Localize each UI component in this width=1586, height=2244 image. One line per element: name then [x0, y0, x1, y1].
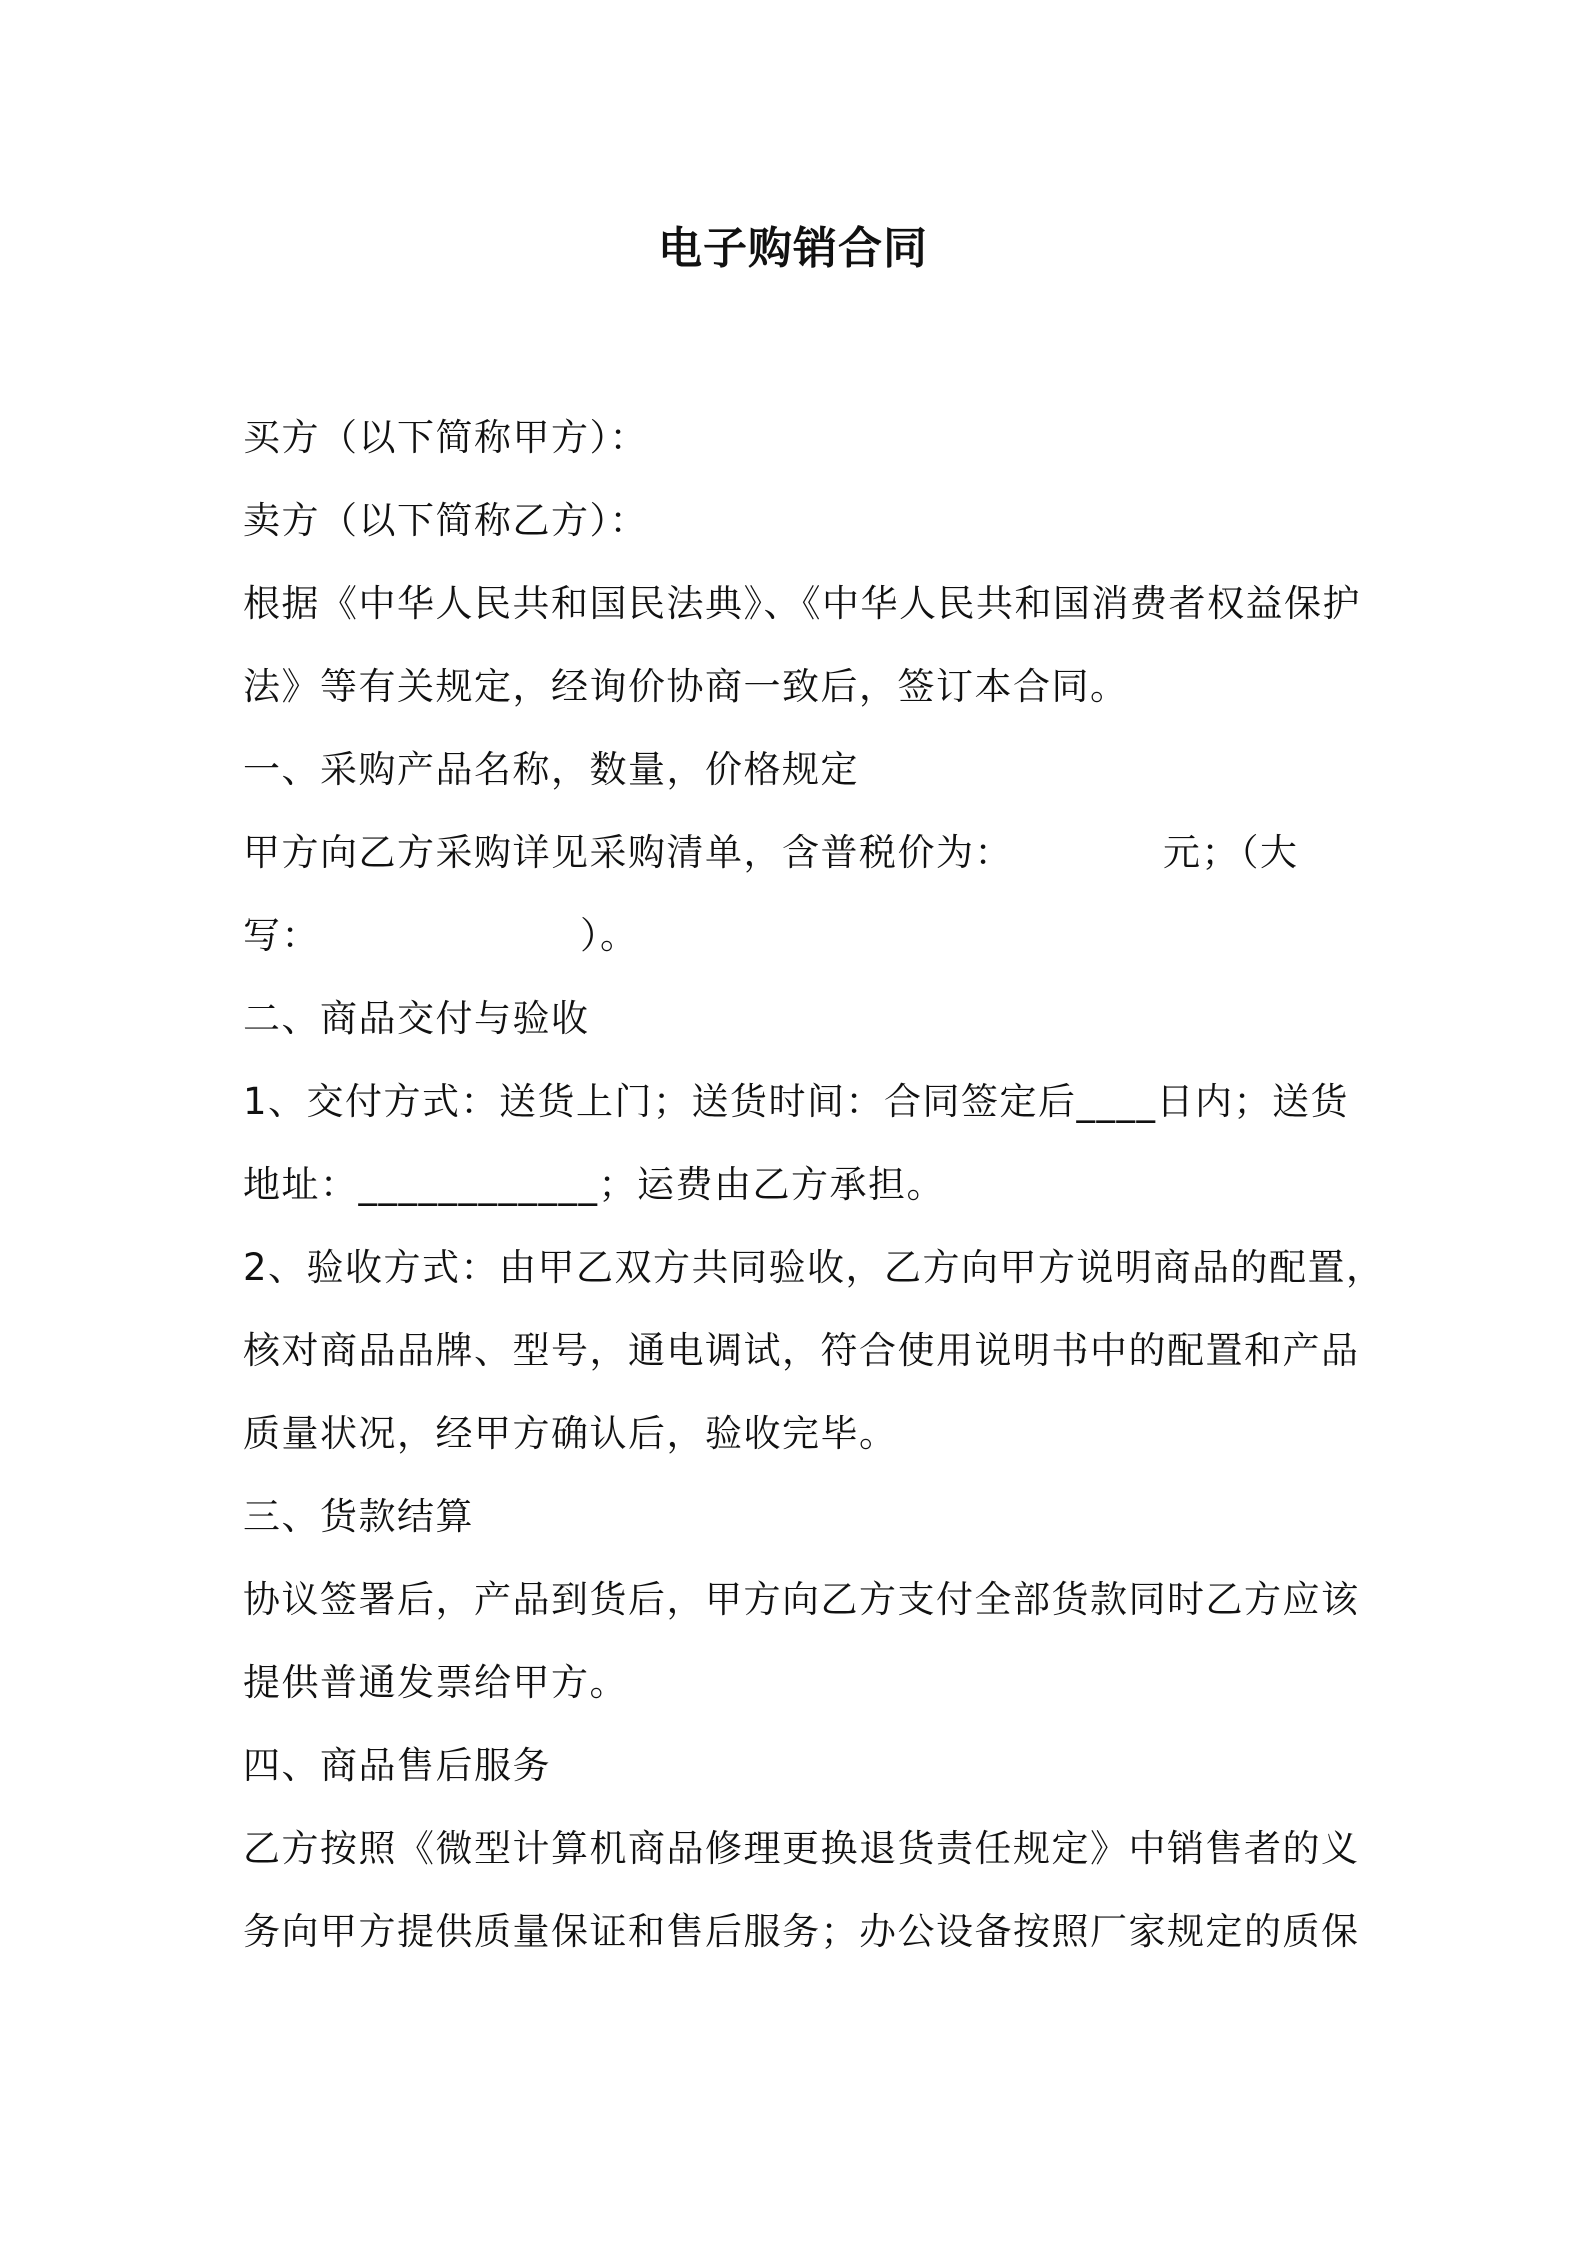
- capital-close: ）。: [580, 914, 639, 957]
- payment-line-2: 提供普通发票给甲方。: [243, 1661, 628, 1704]
- service-line-1: 乙方按照《微型计算机商品修理更换退货责任规定》中销售者的义: [243, 1827, 1360, 1870]
- price-line: [243, 823, 1363, 883]
- payment-line-1: 协议签署后，产品到货后，甲方向乙方支付全部货款同时乙方应该: [243, 1578, 1360, 1621]
- buyer-line: 买方（以下简称甲方）：: [243, 416, 648, 459]
- delivery-line-2: 地址：____________；运费由乙方承担。: [243, 1163, 945, 1206]
- intro-line-1: 根据《中华人民共和国民法典》、《中华人民共和国消费者权益保护: [243, 582, 1361, 625]
- section-4-heading: 四、商品售后服务: [243, 1744, 551, 1787]
- capital-label: 写：: [243, 914, 320, 957]
- seller-line: 卖方（以下简称乙方）：: [243, 499, 648, 542]
- section-1-heading: 一、采购产品名称，数量，价格规定: [243, 748, 859, 791]
- intro-line-2: 法》等有关规定，经询价协商一致后，签订本合同。: [243, 665, 1129, 708]
- service-line-2: 务向甲方提供质量保证和售后服务；办公设备按照厂家规定的质保: [243, 1910, 1360, 1953]
- acceptance-line-3: 质量状况，经甲方确认后，验收完毕。: [243, 1412, 898, 1455]
- acceptance-line-1: 2、验收方式：由甲乙双方共同验收，乙方向甲方说明商品的配置，: [243, 1246, 1385, 1289]
- acceptance-line-2: 核对商品品牌、型号，通电调试，符合使用说明书中的配置和产品: [243, 1329, 1360, 1372]
- document-title: 电子购销合同: [658, 223, 928, 274]
- price-label: 甲方向乙方采购详见采购清单，含普税价为：: [243, 831, 1013, 874]
- price-capital-line: [243, 906, 1363, 966]
- price-unit: 元；（大: [1163, 831, 1299, 874]
- section-2-heading: 二、商品交付与验收: [243, 997, 590, 1040]
- section-3-heading: 三、货款结算: [243, 1495, 474, 1538]
- delivery-line-1: 1、交付方式：送货上门；送货时间：合同签定后____日内；送货: [243, 1080, 1350, 1123]
